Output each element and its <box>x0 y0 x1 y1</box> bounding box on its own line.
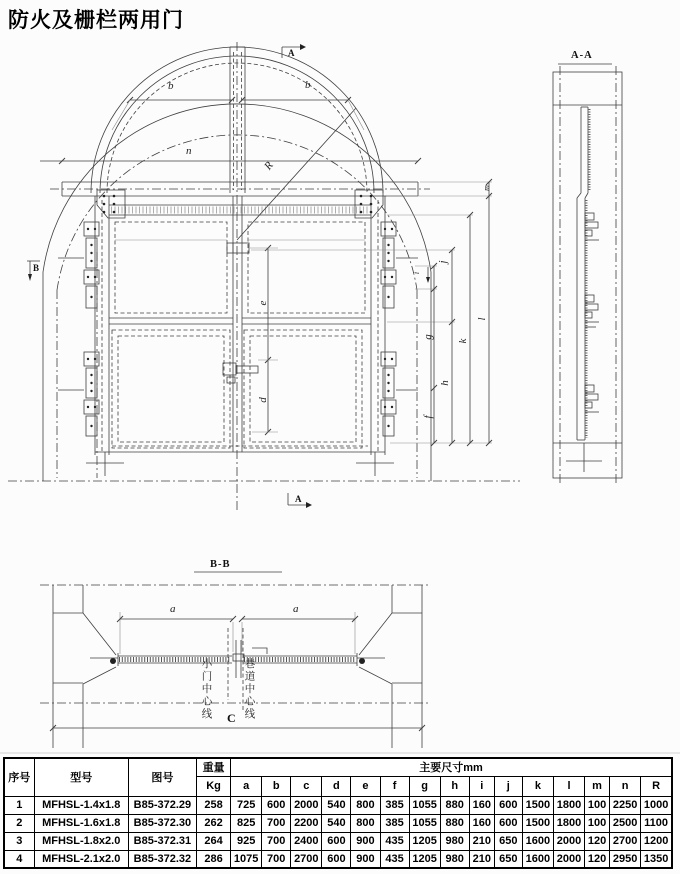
cell-dim-c: 2400 <box>291 832 322 850</box>
col-header-dim-l: l <box>553 776 584 796</box>
cell-dim-R: 1200 <box>641 832 672 850</box>
cell-dim-g: 1055 <box>409 814 440 832</box>
cell-dim-e: 900 <box>351 832 380 850</box>
table-row <box>4 832 672 850</box>
dim-r-label: R <box>261 159 276 173</box>
dim-h-label: h <box>438 380 451 386</box>
col-header-dim-R: R <box>641 776 672 796</box>
cell-dim-b: 700 <box>262 832 291 850</box>
cell-dim-j: 650 <box>494 832 522 850</box>
cell-drawing-no: B85-372.29 <box>128 796 196 814</box>
cell-dim-d: 540 <box>322 814 351 832</box>
col-header-dim-b: b <box>262 776 291 796</box>
col-header-index: 序号 <box>4 758 34 796</box>
cell-dim-d: 600 <box>322 850 351 868</box>
col-header-weight: 重量 <box>197 758 231 776</box>
dim-m-label: m <box>482 185 491 191</box>
cell-dim-g: 1205 <box>409 850 440 868</box>
cell-dim-c: 2700 <box>291 850 322 868</box>
cell-dim-d: 600 <box>322 832 351 850</box>
dim-a-right-label: a <box>293 603 299 615</box>
cell-dim-c: 2200 <box>291 814 322 832</box>
hinge-left-upper <box>58 222 99 308</box>
cell-dim-R: 1350 <box>641 850 672 868</box>
dim-i-label: i <box>412 271 421 275</box>
cell-dim-c: 2000 <box>291 796 322 814</box>
cell-dim-l: 2000 <box>553 832 584 850</box>
cell-dim-b: 600 <box>262 796 291 814</box>
cell-dim-f: 385 <box>380 814 409 832</box>
cell-dim-j: 600 <box>494 814 522 832</box>
cell-dim-n: 2500 <box>610 814 641 832</box>
cell-dim-e: 800 <box>351 796 380 814</box>
cell-dim-b: 700 <box>262 850 291 868</box>
cell-model: MFHSL-1.4x1.8 <box>34 796 128 814</box>
cell-dim-i: 210 <box>469 832 494 850</box>
col-header-dim-e: e <box>351 776 380 796</box>
door-centerline-label: 小门中心线 <box>200 658 213 721</box>
cell-dim-l: 1800 <box>553 796 584 814</box>
section-a-label-top: A <box>288 48 295 58</box>
dim-g-label: g <box>421 334 434 340</box>
hinge-left-lower <box>58 352 99 436</box>
cell-dim-m: 120 <box>585 832 610 850</box>
cell-weight: 264 <box>197 832 231 850</box>
cell-drawing-no: B85-372.30 <box>128 814 196 832</box>
cell-dim-f: 385 <box>380 796 409 814</box>
cell-model: MFHSL-1.8x2.0 <box>34 832 128 850</box>
dim-d-label: d <box>256 397 269 403</box>
hinge-right-lower <box>381 352 418 436</box>
col-header-dim-j: j <box>494 776 522 796</box>
cell-dim-e: 800 <box>351 814 380 832</box>
cell-dim-n: 2250 <box>610 796 641 814</box>
cell-dim-n: 2950 <box>610 850 641 868</box>
cell-model: MFHSL-1.6x1.8 <box>34 814 128 832</box>
cell-dim-l: 2000 <box>553 850 584 868</box>
cell-dim-h: 880 <box>440 796 469 814</box>
col-header-dim-a: a <box>231 776 262 796</box>
dim-l-label: l <box>475 317 488 321</box>
cell-dim-m: 120 <box>585 850 610 868</box>
cell-dim-a: 925 <box>231 832 262 850</box>
table-row <box>4 850 672 868</box>
cell-index: 4 <box>4 850 34 868</box>
dim-j-label: j <box>436 260 449 264</box>
aa-hinge-1 <box>585 213 599 240</box>
cell-dim-a: 725 <box>231 796 262 814</box>
tunnel-centerline-label: 巷道中心线 <box>243 658 256 721</box>
cell-model: MFHSL-2.1x2.0 <box>34 850 128 868</box>
cell-dim-i: 210 <box>469 850 494 868</box>
col-header-dim-h: h <box>440 776 469 796</box>
cell-dim-a: 825 <box>231 814 262 832</box>
cell-dim-m: 100 <box>585 796 610 814</box>
cell-dim-k: 1500 <box>522 814 553 832</box>
cell-dim-f: 435 <box>380 832 409 850</box>
col-header-dim-d: d <box>322 776 351 796</box>
spec-table <box>3 757 673 869</box>
cell-weight: 286 <box>197 850 231 868</box>
cell-dim-n: 2700 <box>610 832 641 850</box>
cell-index: 3 <box>4 832 34 850</box>
cell-dim-f: 435 <box>380 850 409 868</box>
cell-dim-R: 1000 <box>641 796 672 814</box>
cell-dim-m: 100 <box>585 814 610 832</box>
col-header-dim-m: m <box>585 776 610 796</box>
cell-drawing-no: B85-372.31 <box>128 832 196 850</box>
cell-dim-i: 160 <box>469 814 494 832</box>
dim-a-left-label: a <box>170 603 176 615</box>
col-header-dim-g: g <box>409 776 440 796</box>
col-header-drawing-no: 图号 <box>128 758 196 796</box>
cell-dim-l: 1800 <box>553 814 584 832</box>
section-aa-title: A-A <box>571 50 593 61</box>
section-aa-view <box>553 64 622 484</box>
cell-dim-R: 1100 <box>641 814 672 832</box>
cell-dim-j: 650 <box>494 850 522 868</box>
cell-index: 2 <box>4 814 34 832</box>
table-row <box>4 796 672 814</box>
cell-dim-k: 1600 <box>522 832 553 850</box>
dim-k-label: k <box>456 338 469 344</box>
cell-dim-b: 700 <box>262 814 291 832</box>
cell-index: 1 <box>4 796 34 814</box>
col-header-dim-f: f <box>380 776 409 796</box>
cell-dim-a: 1075 <box>231 850 262 868</box>
page-title: 防火及栅栏两用门 <box>8 9 184 32</box>
cell-dim-d: 540 <box>322 796 351 814</box>
cell-dim-j: 600 <box>494 796 522 814</box>
section-a-label-bottom: A <box>295 494 302 504</box>
cell-dim-i: 160 <box>469 796 494 814</box>
cell-dim-h: 880 <box>440 814 469 832</box>
dim-c-label: C <box>227 711 236 725</box>
col-header-dim-k: k <box>522 776 553 796</box>
section-bb-title: B-B <box>210 559 231 570</box>
table-row <box>4 814 672 832</box>
dim-n-label: n <box>186 145 192 157</box>
cell-dim-k: 1600 <box>522 850 553 868</box>
section-b-label: B <box>33 263 40 273</box>
cell-dim-e: 900 <box>351 850 380 868</box>
col-header-weight-unit: Kg <box>197 776 231 796</box>
front-view <box>8 42 520 512</box>
cell-weight: 258 <box>197 796 231 814</box>
col-header-dim-i: i <box>469 776 494 796</box>
cell-drawing-no: B85-372.32 <box>128 850 196 868</box>
col-header-dim-c: c <box>291 776 322 796</box>
dim-b-right-label: b <box>305 79 311 91</box>
dim-b-left-label: b <box>168 80 174 92</box>
cell-weight: 262 <box>197 814 231 832</box>
cell-dim-g: 1055 <box>409 796 440 814</box>
cell-dim-k: 1500 <box>522 796 553 814</box>
col-header-dim-n: n <box>610 776 641 796</box>
col-header-model: 型号 <box>34 758 128 796</box>
dim-e-label: e <box>256 300 269 306</box>
dim-f-label: f <box>421 415 434 419</box>
col-header-dims-group: 主要尺寸mm <box>231 758 672 776</box>
cell-dim-h: 980 <box>440 850 469 868</box>
cell-dim-h: 980 <box>440 832 469 850</box>
cell-dim-g: 1205 <box>409 832 440 850</box>
